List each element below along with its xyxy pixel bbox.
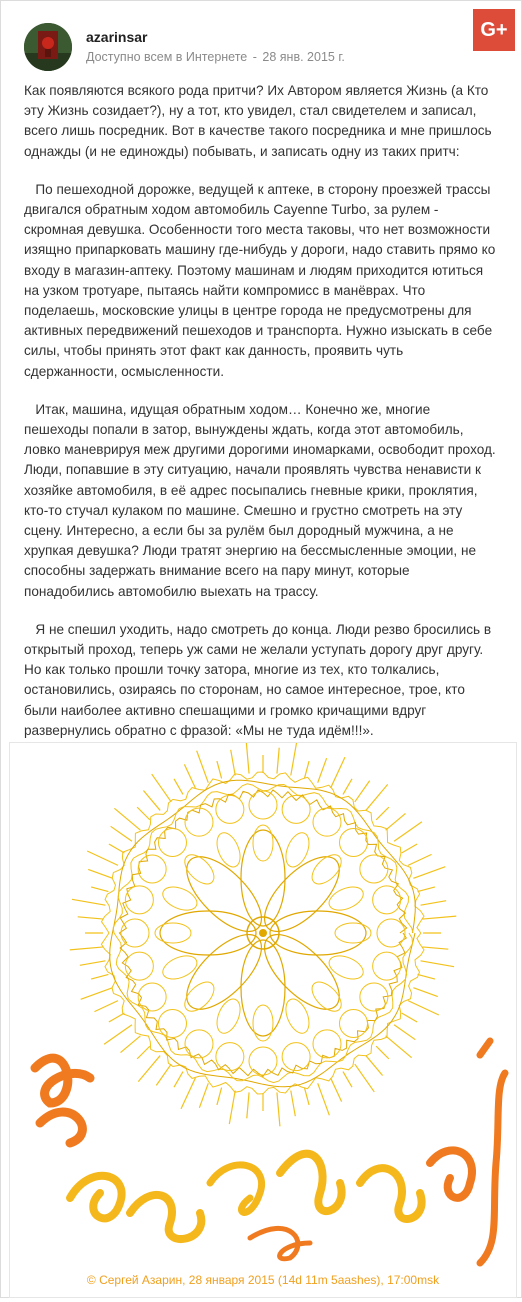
google-plus-label: G+ [480, 18, 508, 41]
visibility-text: Доступно всем в Интернете [86, 50, 248, 64]
post-paragraph: По пешеходной дорожке, ведущей к аптеке, в сторону проезжей трассы двигался обратным ходом автомобиль Cayenne Turbo, за рулем - скромная девушка. Особенности того места таковы, что нет возможности изящно припарковать машину где-нибудь у дороги, надо ставить прямо ко входу в магазин-аптеку. Поэтому машинам и людям приходится ютиться на узком тротуаре, пытаясь найти компромисс в манёврах. Что поделаешь, московские улицы в центре города не предусмотрены для активных передвижений пешеходов и транспорта. Нужно изыскать в себе силы, чтобы принять этот факт как данность, проявить чуть сдержанности, осмысленности. [24, 181, 500, 379]
avatar[interactable] [24, 23, 72, 71]
post-body [24, 81, 498, 797]
post-paragraph: Как появляются всякого рода притчи? Их Автором является Жизнь (а Кто эту Жизнь созидает?), ну а тот, кто увидел, стал свидетелем и записал, всего лишь посредник. Вот в качестве такого посредника и мне пришлось однажды (и не единожды) побывать, и записать одну из таких притч: [24, 83, 496, 159]
post-image[interactable] [9, 742, 517, 1298]
avatar-image [24, 23, 72, 71]
author-name[interactable]: azarinsar [86, 29, 148, 45]
post-paragraph: Итак, машина, идущая обратным ходом… Конечно же, многие пешеходы попали в затор, вынуждены ждать, когда этот автомобиль, ловко маневрируя меж другими дорогими иномарками, освободит проход. Люди, попавшие в эту ситуацию, начали проявлять чувства ненависти к хозяйке автомобиля, в её адрес посыпались гневные крики, проклятия, кто-то стучал кулаком по машине. Смешно и грустно смотреть на эту сцену. Интересно, а если бы за рулём был дородный мужчина, а не хрупкая девушка? Люди тратят энергию на бессмысленные эмоции, не способны задержать внимание всего на пару минут, которые понадобились автомобилю выехать на трассу. [24, 401, 500, 599]
post-date[interactable]: 28 янв. 2015 г. [262, 50, 345, 64]
post-header [24, 23, 464, 71]
post-paragraph: Я не спешил уходить, надо смотреть до конца. Люди резво бросились в открытый проход, теперь уж сами не желали уступать дорогу друг другу. Но как только прошли точку затора, многие из тех, кто толкались, остановились, озираясь по сторонам, но самое интересное, трое, кто были наиболее активно спешащими и громко кричащими вдруг развернулись обратно с фразой: «Мы не туда идём!!!». [24, 621, 495, 738]
google-plus-icon[interactable] [473, 9, 515, 51]
image-caption: © Сергей Азарин, 28 января 2015 (14d 11m 5aashes), 17:00msk [86, 1273, 440, 1287]
post-meta [86, 50, 345, 64]
sun-mandala-illustration [10, 743, 516, 1297]
meta-separator: - [252, 50, 257, 64]
